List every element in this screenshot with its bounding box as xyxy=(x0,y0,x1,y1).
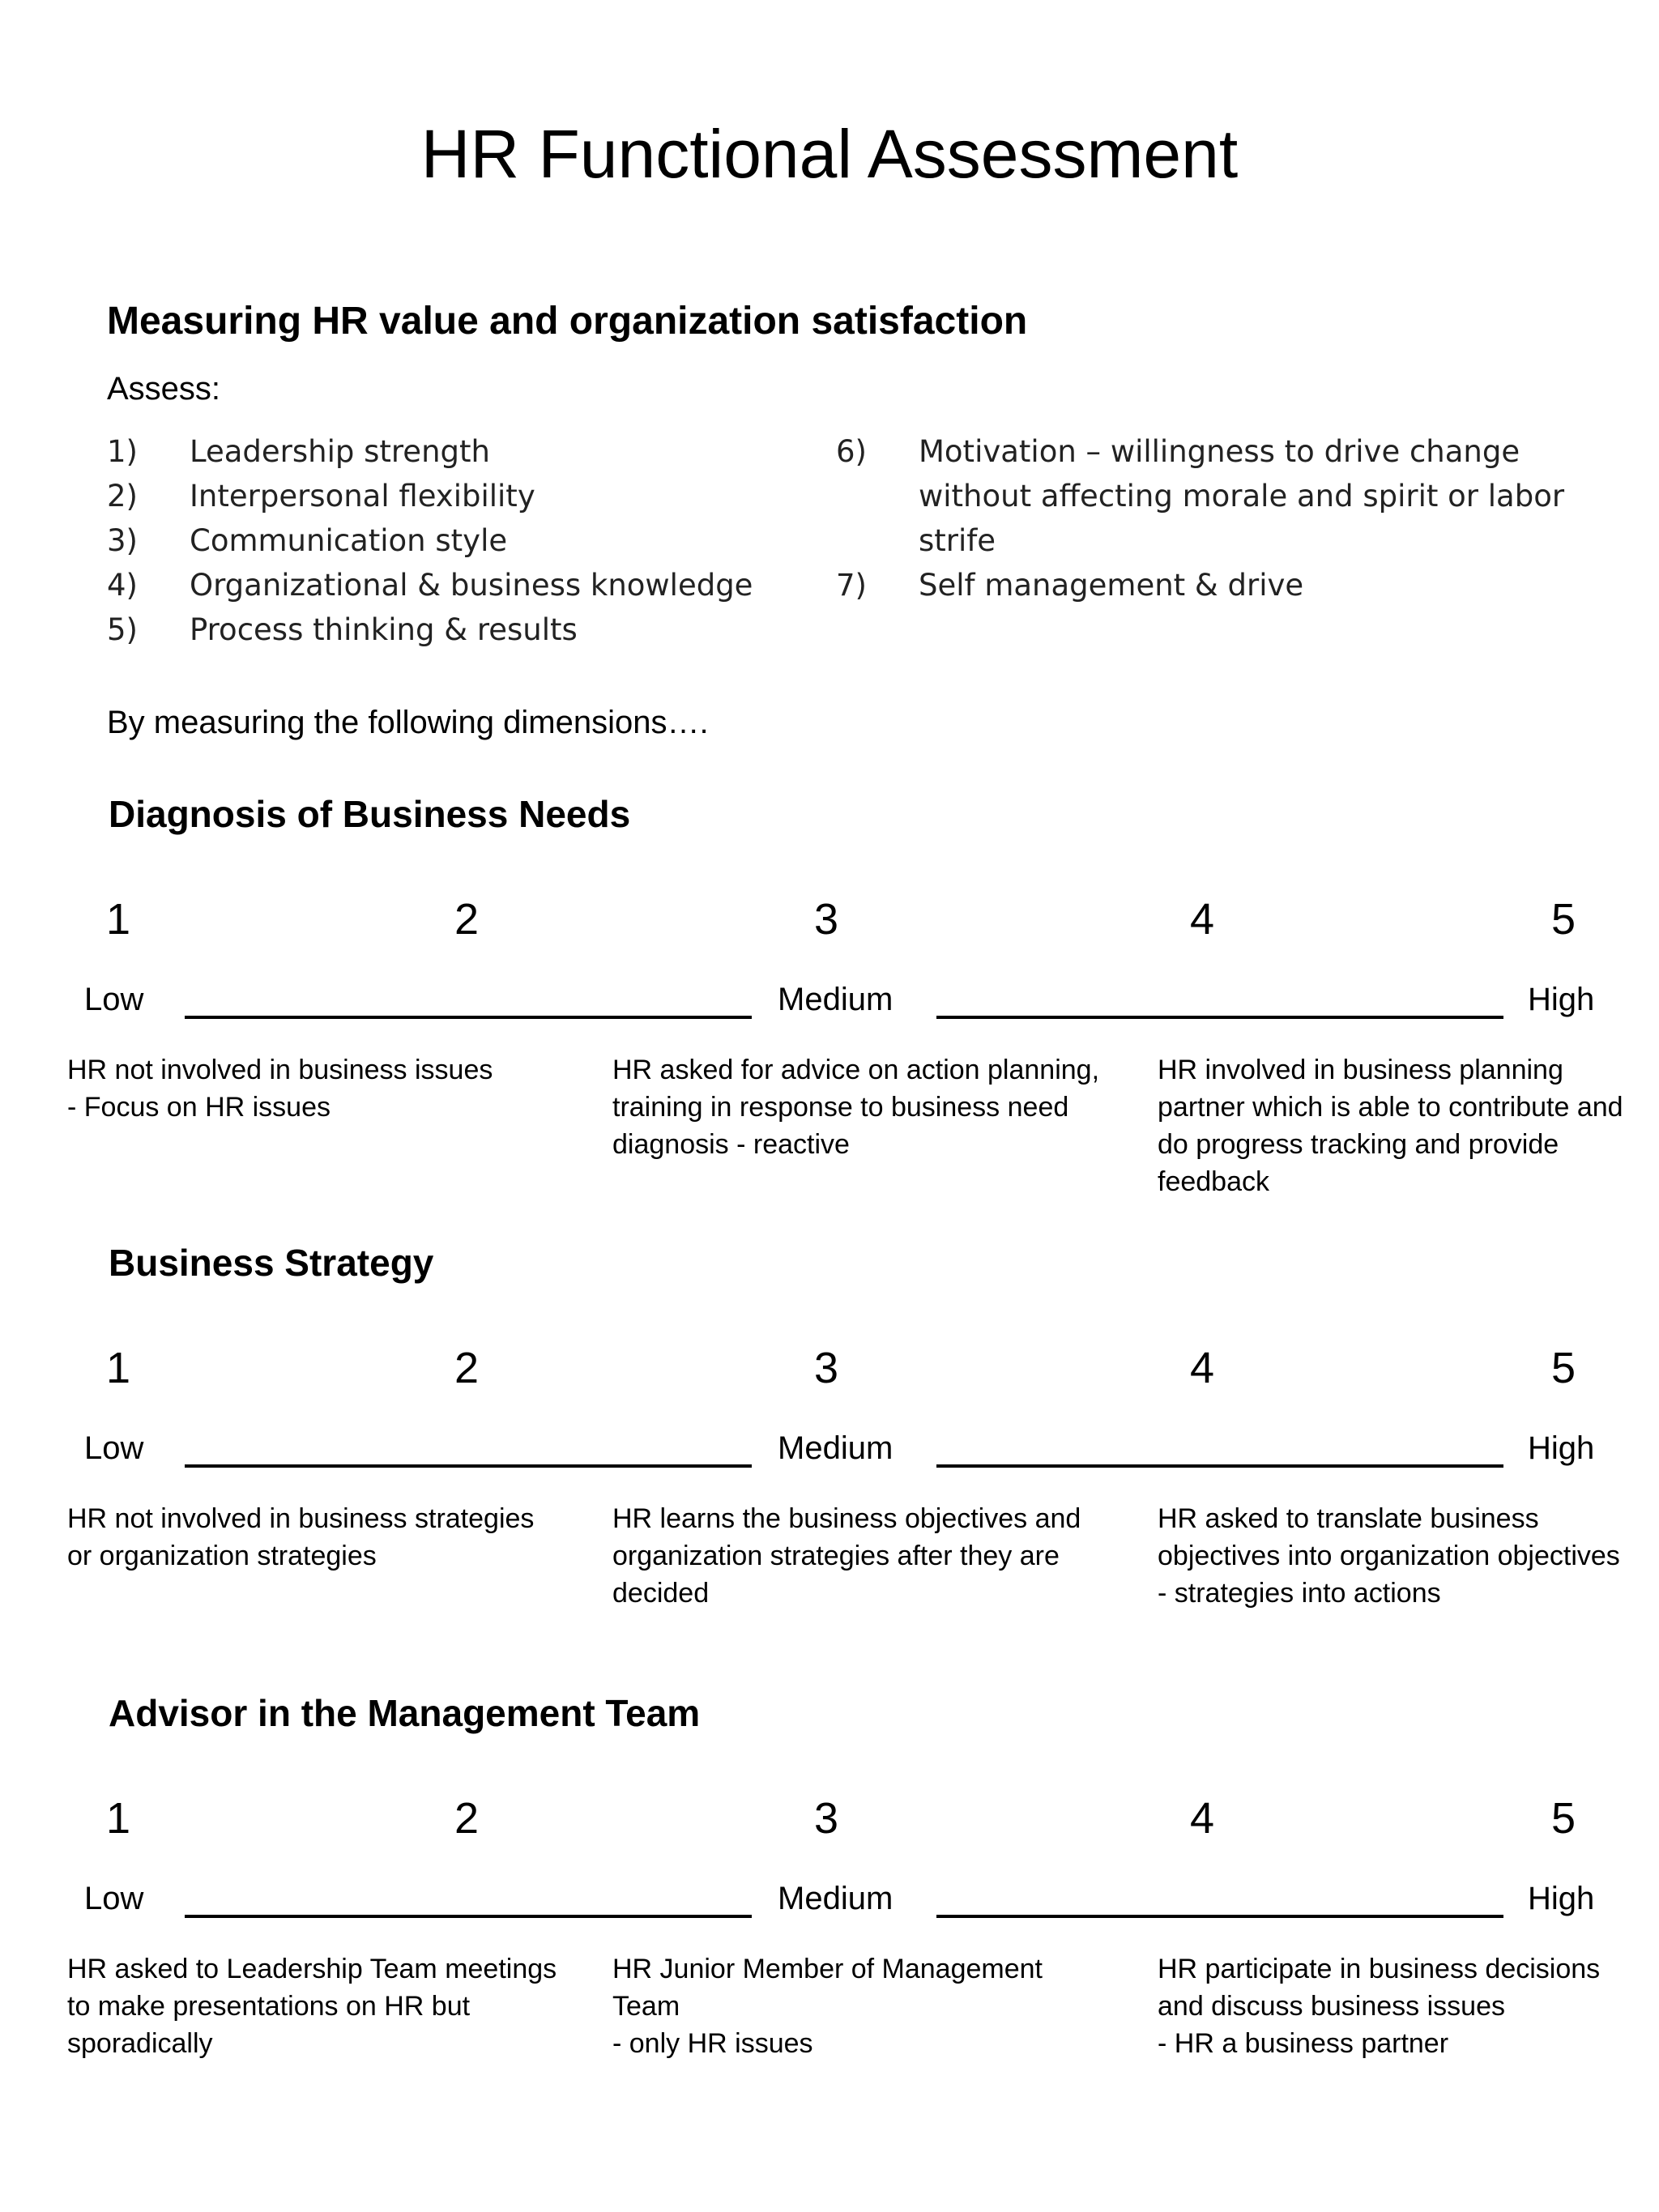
list-item-text: Motivation – willingness to drive change without affecting morale and spirit or labor strife xyxy=(919,434,1565,558)
section-title: Advisor in the Management Team xyxy=(109,1692,701,1734)
page-title: HR Functional Assessment xyxy=(420,116,1239,192)
scale-line-high xyxy=(936,1464,1503,1468)
medium-description: HR learns the business objectives and organization strategies after they are decided xyxy=(612,1503,1081,1609)
scale-line-high xyxy=(936,1915,1503,1918)
low-description: HR asked to Leadership Team meetings to make presentations on HR but sporadically xyxy=(67,1954,557,2059)
list-item-text: Self management & drive xyxy=(919,568,1304,603)
list-item-number: 5) xyxy=(107,612,138,647)
scale-label-low: Low xyxy=(84,982,144,1017)
scale-number-3: 3 xyxy=(813,1344,839,1392)
scale-number-3: 3 xyxy=(813,895,839,944)
scale-number-3: 3 xyxy=(813,1794,839,1843)
scale-number-4: 4 xyxy=(1189,1344,1215,1392)
scale-number-2: 2 xyxy=(454,1794,480,1843)
scale-line-low xyxy=(185,1464,752,1468)
scale-number-2: 2 xyxy=(454,1344,480,1392)
scale-number-1: 1 xyxy=(105,1344,131,1392)
list-item-number: 2) xyxy=(107,479,138,514)
assess-label: Assess: xyxy=(107,371,221,407)
assess-list-left xyxy=(107,429,836,652)
list-item xyxy=(107,518,836,563)
scale-number-1: 1 xyxy=(105,1794,131,1843)
list-item xyxy=(836,563,1606,607)
list-item-number: 1) xyxy=(107,434,138,469)
list-item-number: 3) xyxy=(107,523,138,558)
scale-label-high: High xyxy=(1528,1430,1595,1466)
high-description: HR participate in business decisions and discuss business issues - HR a business partner xyxy=(1158,1954,1601,2059)
list-item-number: 4) xyxy=(107,568,138,603)
assess-list-right xyxy=(836,429,1606,607)
list-item xyxy=(107,429,836,474)
scale-number-5: 5 xyxy=(1550,1794,1576,1843)
list-item-text: Leadership strength xyxy=(190,434,490,469)
scale-number-4: 4 xyxy=(1189,895,1215,944)
list-item xyxy=(836,429,1606,563)
scale-line-low xyxy=(185,1016,752,1019)
scale-label-high: High xyxy=(1528,1881,1595,1916)
scale-line-high xyxy=(936,1016,1503,1019)
list-item xyxy=(107,563,836,607)
scale-label-medium: Medium xyxy=(778,1430,893,1466)
scale-number-5: 5 xyxy=(1550,895,1576,944)
dimension-section-advisor xyxy=(0,1691,1659,2112)
low-description: HR not involved in business issues - Focus on HR issues xyxy=(67,1055,493,1123)
scale-label-medium: Medium xyxy=(778,1881,893,1916)
section-title: Diagnosis of Business Needs xyxy=(109,793,631,835)
list-item-number: 7) xyxy=(836,568,867,603)
scale-number-2: 2 xyxy=(454,895,480,944)
scale-number-5: 5 xyxy=(1550,1344,1576,1392)
list-item xyxy=(107,474,836,518)
low-description: HR not involved in business strategies or organization strategies xyxy=(67,1503,535,1571)
scale-label-low: Low xyxy=(84,1430,144,1466)
list-item-number: 6) xyxy=(836,434,867,469)
list-item-text: Communication style xyxy=(190,523,508,558)
scale-number-1: 1 xyxy=(105,895,131,944)
medium-description: HR Junior Member of Management Team - only HR issues xyxy=(612,1954,1043,2059)
list-item-text: Organizational & business knowledge xyxy=(190,568,753,603)
section-title: Business Strategy xyxy=(109,1242,434,1284)
list-item-text: Process thinking & results xyxy=(190,612,578,647)
dimension-section-diagnosis xyxy=(0,792,1659,1213)
scale-line-low xyxy=(185,1915,752,1918)
scale-label-low: Low xyxy=(84,1881,144,1916)
scale-number-4: 4 xyxy=(1189,1794,1215,1843)
dimension-section-strategy xyxy=(0,1241,1659,1662)
list-item xyxy=(107,607,836,652)
list-item-text: Interpersonal flexibility xyxy=(190,479,535,514)
high-description: HR asked to translate business objectives into organization objectives - strategies into actions xyxy=(1158,1503,1620,1609)
scale-label-high: High xyxy=(1528,982,1595,1017)
scale-label-medium: Medium xyxy=(778,982,893,1017)
medium-description: HR asked for advice on action planning, training in response to business need diagnosis - reactive xyxy=(612,1055,1100,1160)
dimensions-intro: By measuring the following dimensions…. xyxy=(107,705,709,740)
high-description: HR involved in business planning partner which is able to contribute and do progress tracking and provide feedback xyxy=(1158,1055,1623,1197)
section-subtitle: Measuring HR value and organization satisfaction xyxy=(107,300,1028,343)
